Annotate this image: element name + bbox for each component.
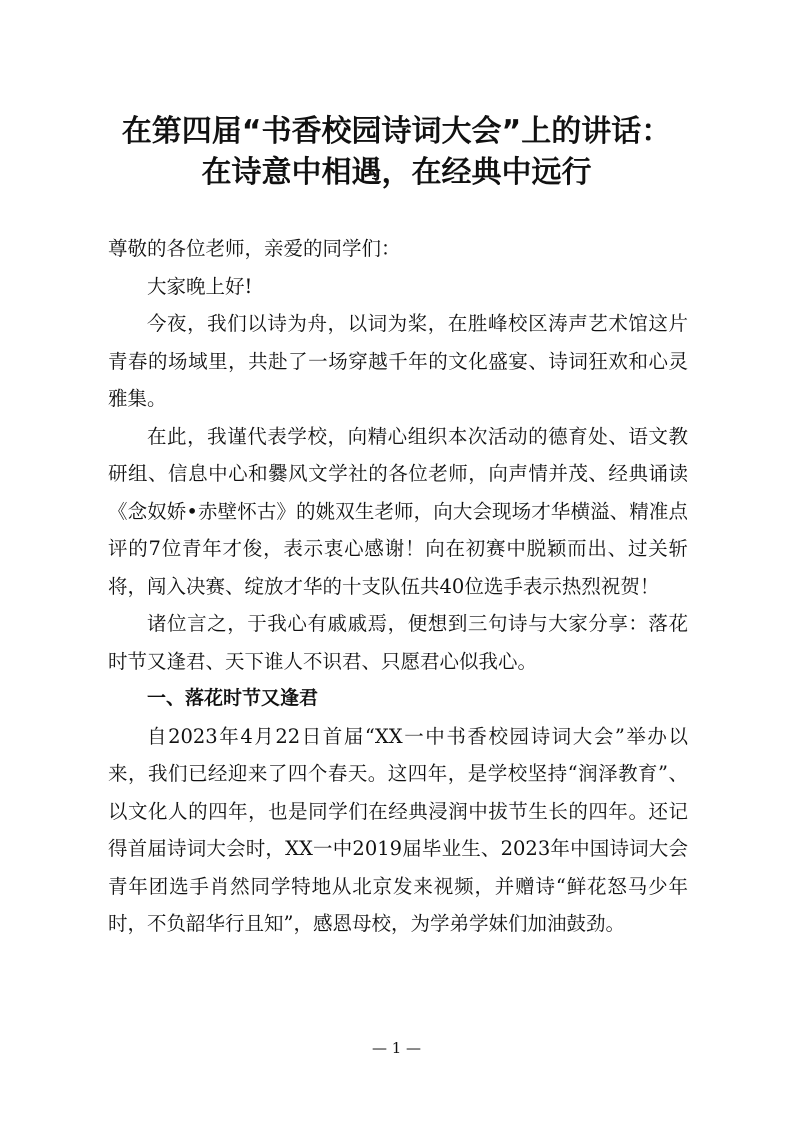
- document-title-line-1: 在第四届“书香校园诗词大会”上的讲话：: [121, 114, 672, 149]
- paragraph-opening: 今夜，我们以诗为舟，以词为桨，在胜峰校区涛声艺术馆这片青春的场域里，共赴了一场穿越千年的文化盛宴、诗词狂欢和心灵雅集。: [108, 312, 688, 410]
- paragraph-thanks: 在此，我谨代表学校，向精心组织本次活动的德育处、语文教研组、信息中心和爨风文学社的各位老师，向声情并茂、经典诵读《念奴娇•赤壁怀古》的姚双生老师，向大会现场才华横溢、精准点评的7位青年才俊，表示衷心感谢！向在初赛中脱颖而出、过关斩将，闯入决赛、绽放才华的十支队伍共40位选手表示热烈祝贺！: [108, 424, 688, 598]
- document-title-line-2: 在诗意中相遇，在经典中远行: [201, 155, 592, 190]
- paragraph-three-poems: 诸位言之，于我心有戚戚焉，便想到三句诗与大家分享：落花时节又逢君、天下谁人不识君、只愿君心似我心。: [108, 612, 688, 673]
- greeting: 大家晚上好!: [147, 274, 253, 298]
- salutation: 尊敬的各位老师，亲爱的同学们：: [108, 237, 401, 260]
- section-heading-1: 一、落花时节又逢君: [147, 687, 319, 709]
- document-body: [108, 230, 688, 943]
- paragraph-four-springs: 自2023年4月22日首届“XX一中书香校园诗词大会”举办以来，我们已经迎来了四个春天。这四年，是学校坚持“润泽教育”、以文化人的四年，也是同学们在经典浸润中拔节生长的四年。还记得首届诗词大会时，XX一中2019届毕业生、2023年中国诗词大会青年团选手肖然同学特地从北京发来视频，并赠诗“鲜花怒马少年时，不负韶华行且知”，感恩母校，为学弟学妹们加油鼓劲。: [108, 724, 688, 935]
- page-number: — 1 —: [371, 1039, 422, 1057]
